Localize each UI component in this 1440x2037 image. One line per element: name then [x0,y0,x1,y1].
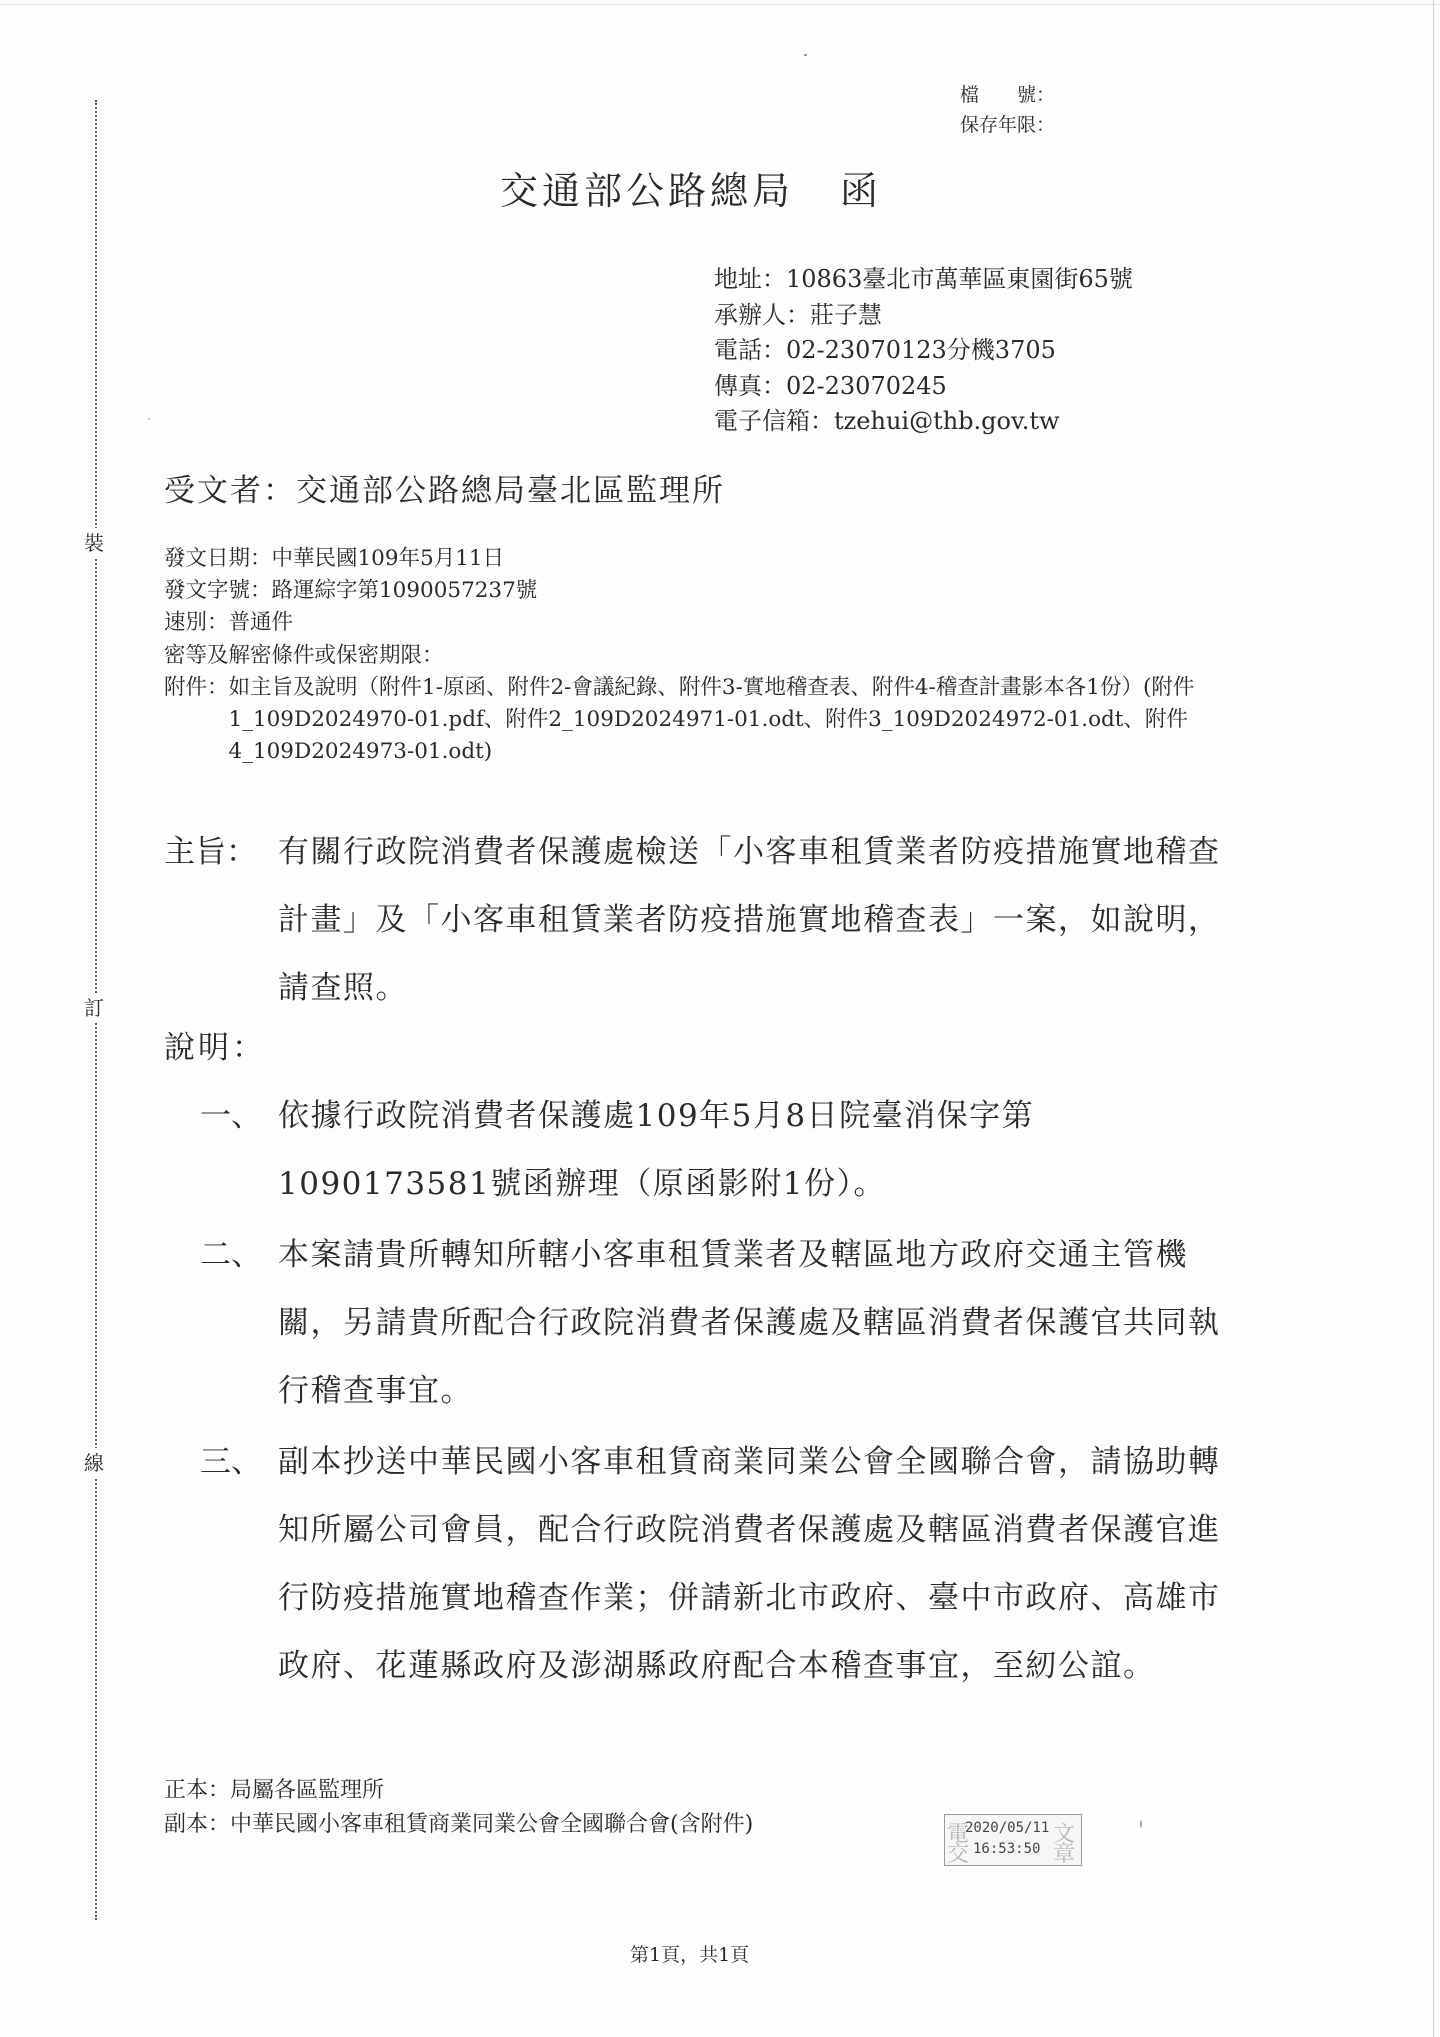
scan-edge-top [0,4,1440,5]
fax-line: 傳真：02-23070245 [714,371,947,400]
distribution-list [164,1774,753,1842]
dispatch-date: 發文日期：中華民國109年5月11日 [164,546,505,571]
agency-name: 交通部公路總局 [500,169,795,213]
retention-period-label: 保存年限： [960,114,1056,136]
stamp-seal-mark: 交 [947,1842,970,1867]
item-text: 副本抄送中華民國小客車租賃商業同業公會全國聯合會，請協助轉知所屬公司會員，配合行政院消費者保護處及轄區消費者保護官進行防疫措施實地稽查作業；併請新北市政府、臺中市政府、高雄市政府、花蓮縣政府及澎湖縣政府配合本稽查事宜，至紉公誼。 [278,1444,1221,1684]
scan-edge-right [1433,0,1434,2037]
item-number: 三、 [200,1444,262,1480]
explanation-items [200,1082,1250,1703]
document-type: 函 [840,169,883,213]
dispatch-speed: 速別：普通件 [164,610,294,636]
item-text: 本案請貴所轉知所轄小客車租賃業者及轄區地方政府交通主管機關，另請貴所配合行政院消費者保護處及轄區消費者保護官共同執行稽查事宜。 [278,1237,1221,1409]
stamp-date: 2020/05/11 [965,1820,1050,1836]
item-number: 二、 [200,1237,262,1273]
explanation-item [200,1221,1250,1425]
scan-speck [1140,1820,1142,1828]
handler-line: 承辦人：莊子慧 [714,300,882,329]
dispatch-reference-number: 發文字號：路運綜字第1090057237號 [164,578,538,604]
binding-char-zhuang: 裝 [84,528,104,558]
contact-block [714,262,1133,440]
scan-speck [804,54,807,56]
stamp-seal-mark: 文 [1053,1822,1076,1847]
attachments-row [164,672,1241,769]
stamp-time: 16:53:50 [973,1841,1041,1857]
file-number-label: 檔 號： [960,84,1056,106]
stamp-seal-mark: 電 [947,1822,970,1847]
subject-section [164,818,1254,1022]
address-line: 地址：10863臺北市萬華區東園街65號 [714,265,1133,293]
secrecy-conditions: 密等及解密條件或保密期限： [164,642,444,668]
stamp-seal-mark: 章 [1053,1842,1076,1867]
binding-char-xian: 線 [84,1448,104,1478]
recipient-line: 受文者：交通部公路總局臺北區監理所 [164,473,725,509]
explanation-heading: 說明： [164,1030,266,1066]
original-recipients: 正本：局屬各區監理所 [164,1778,385,1803]
subject-text: 有關行政院消費者保護處檢送「小客車租賃業者防疫措施實地稽查計畫」及「小客車租賃業者防疫措施實地稽查表」一案，如說明，請查照。 [278,834,1221,1006]
item-number: 一、 [200,1098,262,1134]
attachments-text: 如主旨及說明（附件1-原函、附件2-會議紀錄、附件3-實地稽查表、附件4-稽查計畫影本各1份）(附件1_109D2024970-01.pdf、附件2_109D2024971-01.odt、附件3_109D2024972-01.odt、附件4_109D2024973-01.odt) [228,674,1195,765]
binding-char-ding: 訂 [84,993,104,1023]
electronic-timestamp-stamp [944,1814,1082,1866]
explanation-item [200,1428,1250,1700]
phone-line: 電話：02-23070123分機3705 [714,336,1056,364]
subject-label: 主旨： [164,834,257,870]
email-line: 電子信箱：tzehui@thb.gov.tw [714,407,1060,435]
dispatch-meta [164,543,1241,768]
page-number-footer: 第1頁，共1頁 [630,1944,750,1966]
cc-recipients: 副本：中華民國小客車租賃商業同業公會全國聯合會(含附件) [164,1812,754,1837]
document-title [500,160,882,215]
attachments-label: 附件： [164,674,229,700]
explanation-item [200,1082,1250,1218]
scan-speck [148,418,150,420]
archive-info [960,80,1055,140]
item-text: 依據行政院消費者保護處109年5月8日院臺消保字第1090173581號函辦理（原函影附1份）。 [278,1098,1035,1202]
